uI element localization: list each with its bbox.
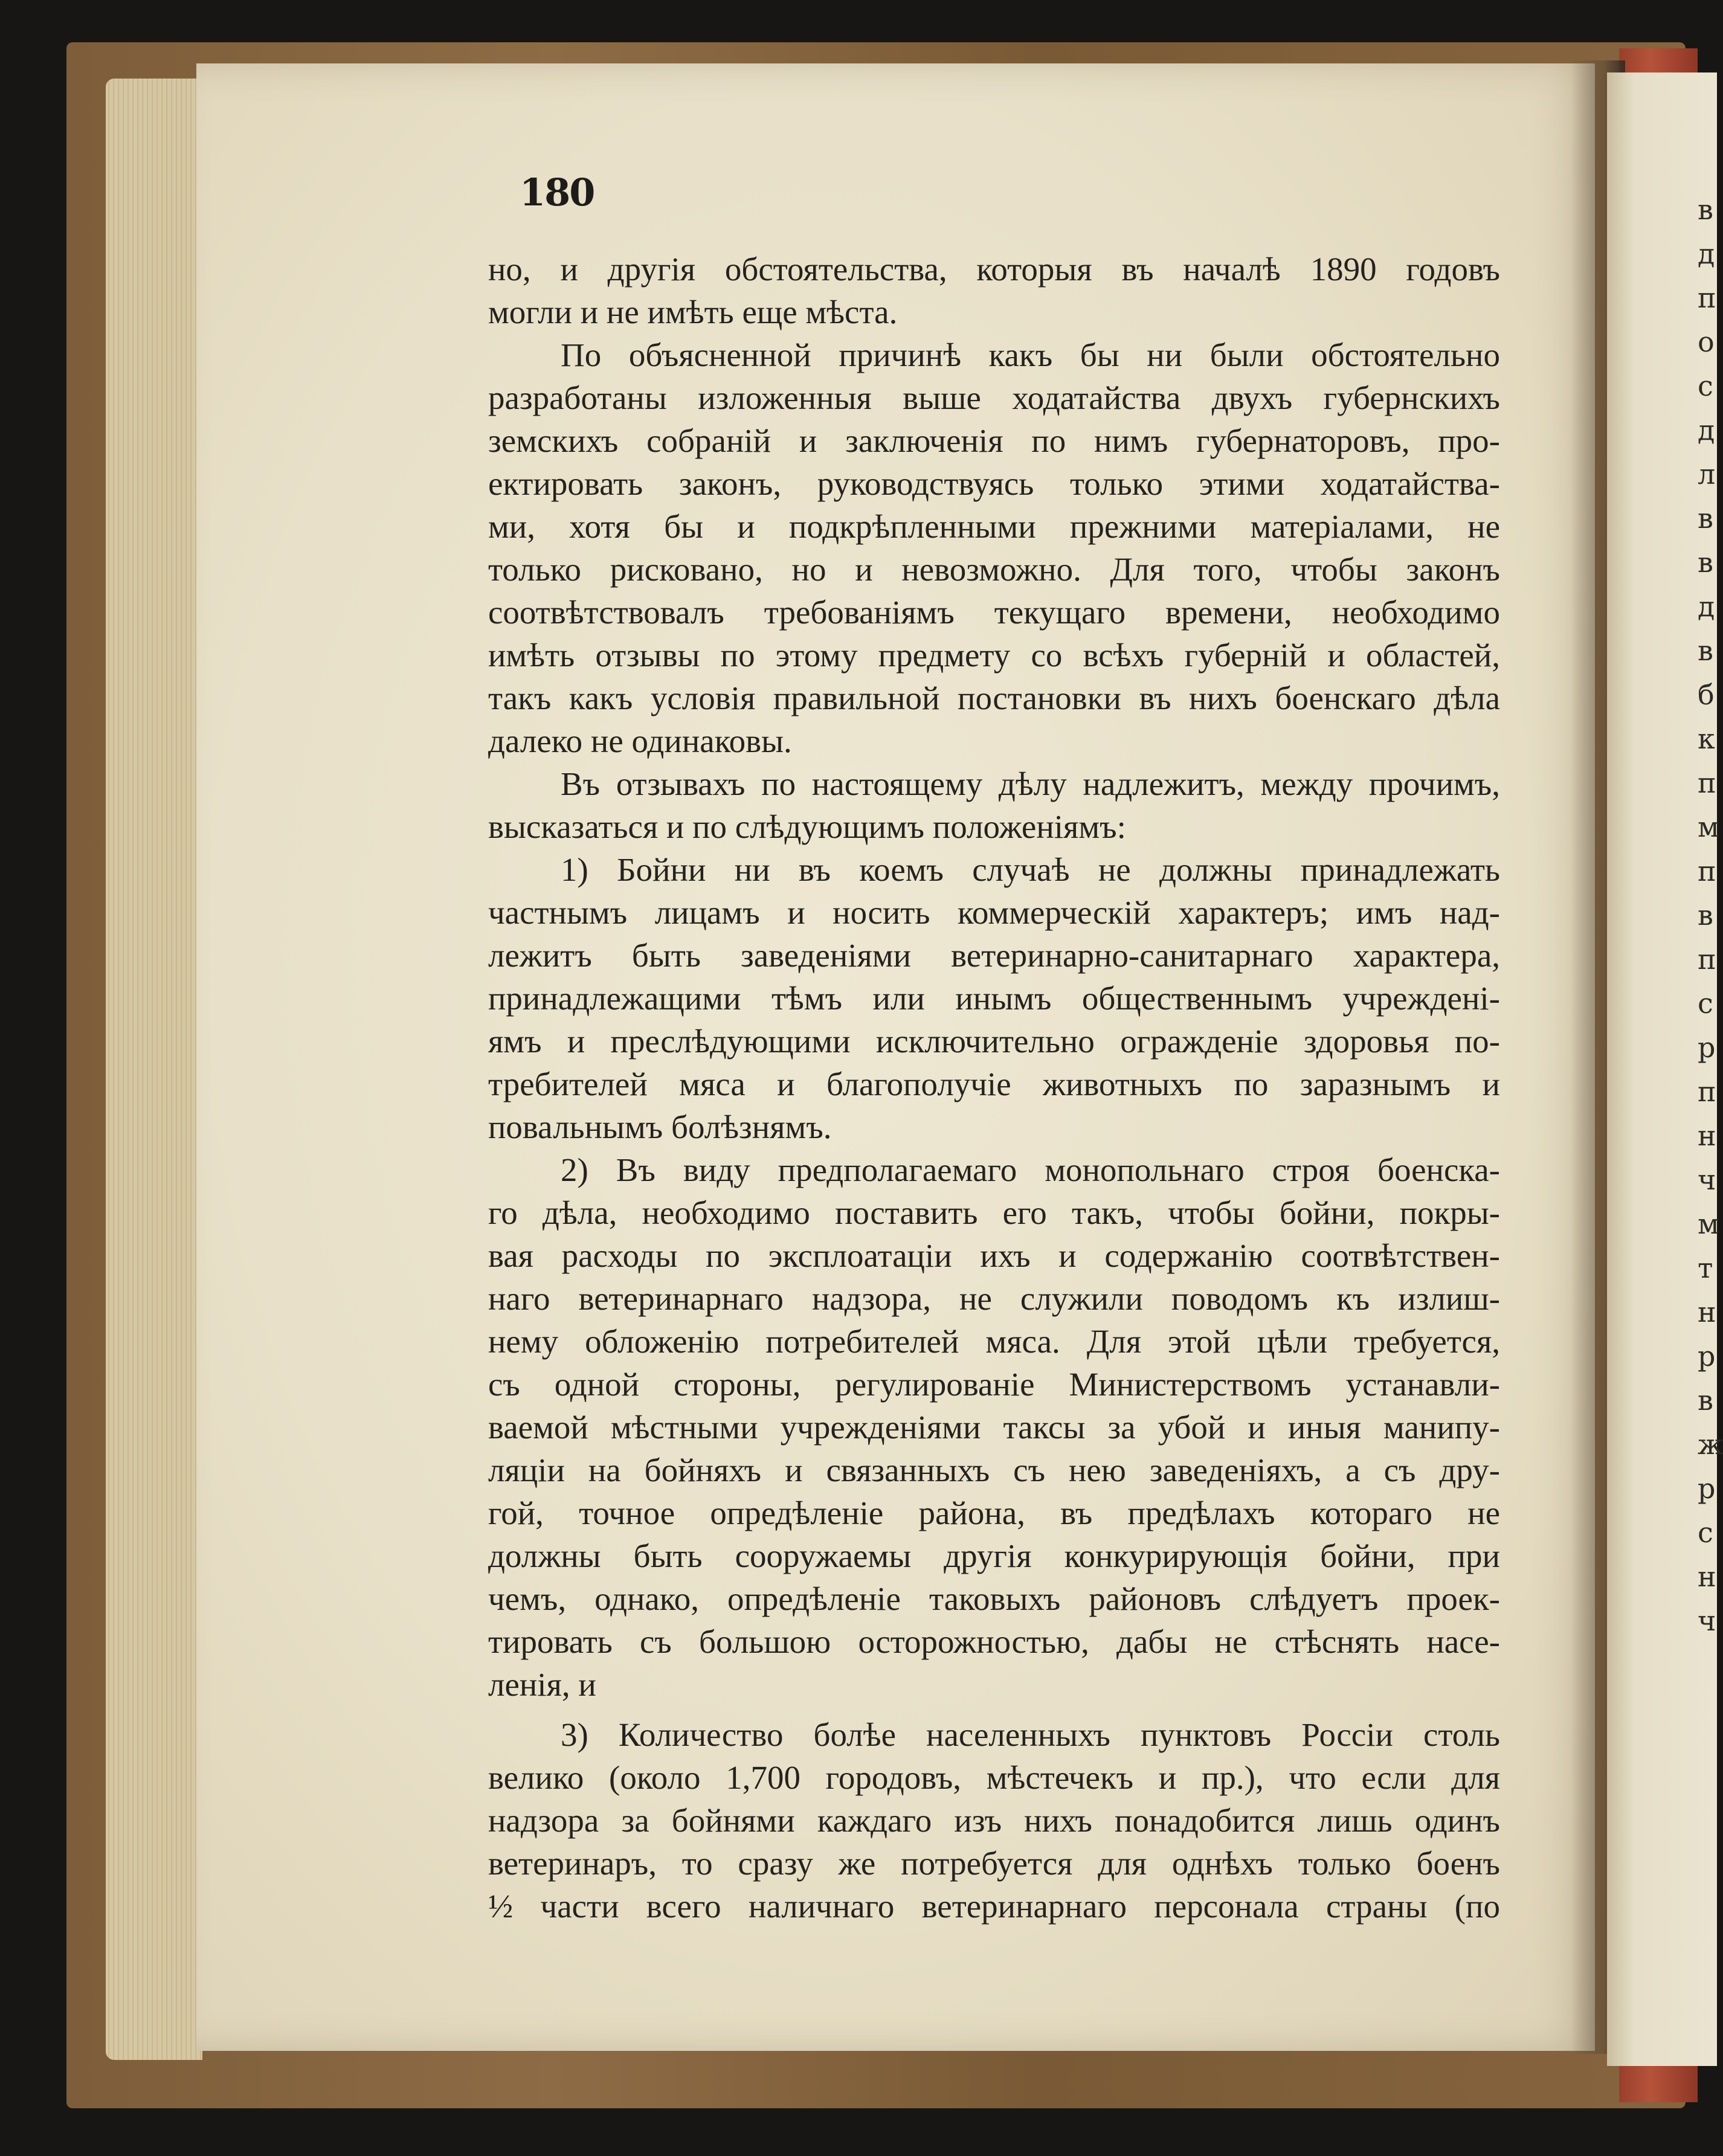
text-line: ленія, и bbox=[488, 1666, 596, 1703]
right-page-letter: н bbox=[1698, 1560, 1716, 1593]
text-line: По объясненной причинѣ какъ бы ни были обстоятельно bbox=[561, 336, 1500, 373]
text-line: 3) Количество болѣе населенныхъ пунктовъ Россіи столь bbox=[561, 1716, 1500, 1753]
text-line: нему обложенію потребителей мяса. Для этой цѣли требуется, bbox=[488, 1323, 1500, 1360]
body-text bbox=[488, 248, 1500, 1928]
right-page-letter: п bbox=[1698, 1075, 1716, 1108]
right-page-letter: м bbox=[1698, 1208, 1719, 1240]
text-line: ваемой мѣстными учрежденіями таксы за убой и иныя манипу- bbox=[488, 1409, 1500, 1446]
text-line: чемъ, однако, опредѣленіе таковыхъ районовъ слѣдуетъ проек- bbox=[488, 1580, 1500, 1617]
page-edges bbox=[106, 79, 202, 2060]
right-page-letter: в bbox=[1698, 502, 1713, 535]
right-page-letter: д bbox=[1698, 237, 1715, 270]
right-page-letter: п bbox=[1698, 282, 1716, 314]
right-page-letter: с bbox=[1698, 987, 1713, 1020]
right-page-letter: в bbox=[1698, 634, 1713, 667]
text-line: имѣть отзывы по этому предмету со всѣхъ губерній и областей, bbox=[488, 637, 1500, 674]
text-line: разработаны изложенныя выше ходатайства двухъ губернскихъ bbox=[488, 379, 1500, 416]
right-page-letter: б bbox=[1698, 678, 1715, 711]
text-line: повальнымъ болѣзнямъ. bbox=[488, 1109, 832, 1145]
text-line: требителей мяса и благополучіе животныхъ по заразнымъ и bbox=[488, 1066, 1500, 1102]
right-page-letter: п bbox=[1698, 943, 1716, 976]
right-page-letter: д bbox=[1698, 590, 1715, 623]
text-line: вая расходы по эксплоатаціи ихъ и содержанію соотвѣтствен- bbox=[488, 1237, 1500, 1274]
text-line: ектировать законъ, руководствуясь только этими ходатайства- bbox=[488, 465, 1500, 502]
text-line: должны быть сооружаемы другія конкурирующія бойни, при bbox=[488, 1537, 1500, 1574]
text-line: 2) Въ виду предполагаемаго монопольнаго строя боенска- bbox=[561, 1151, 1500, 1188]
text-line: соотвѣтствовалъ требованіямъ текущаго времени, необходимо bbox=[488, 594, 1500, 631]
text-line: такъ какъ условія правильной постановки въ нихъ боенскаго дѣла bbox=[488, 680, 1500, 716]
text-line: наго ветеринарнаго надзора, не служили поводомъ къ излиш- bbox=[488, 1280, 1500, 1317]
text-line: ми, хотя бы и подкрѣпленными прежними матеріалами, не bbox=[488, 508, 1500, 545]
text-line: велико (около 1,700 городовъ, мѣстечекъ и пр.), что если для bbox=[488, 1759, 1500, 1796]
right-page-letter: н bbox=[1698, 1119, 1716, 1152]
right-page-letter: л bbox=[1698, 458, 1716, 491]
text-line: частнымъ лицамъ и носить коммерческій характеръ; имъ над- bbox=[488, 894, 1500, 931]
text-line: ветеринаръ, то сразу же потребуется для однѣхъ только боенъ bbox=[488, 1845, 1500, 1882]
text-line: но, и другія обстоятельства, которыя въ началѣ 1890 годовъ bbox=[488, 251, 1500, 288]
right-page-letter: т bbox=[1698, 1252, 1713, 1284]
right-page-letter: р bbox=[1698, 1031, 1716, 1064]
right-page bbox=[1607, 72, 1723, 2066]
right-page-letter: с bbox=[1698, 1516, 1713, 1549]
right-page-letter: в bbox=[1698, 546, 1713, 579]
right-page-letter: р bbox=[1698, 1472, 1716, 1505]
right-page-letter: н bbox=[1698, 1296, 1716, 1328]
right-page-letter: ж bbox=[1698, 1428, 1723, 1461]
right-page-letter: ч bbox=[1698, 1604, 1716, 1637]
text-line: ляціи на бойняхъ и связанныхъ съ нею заведеніяхъ, а съ дру- bbox=[488, 1452, 1500, 1488]
text-line: высказаться и по слѣдующимъ положеніямъ: bbox=[488, 808, 1126, 845]
right-page-letter: ч bbox=[1698, 1163, 1716, 1196]
right-page-letter: м bbox=[1698, 811, 1719, 843]
right-page-letter: д bbox=[1698, 414, 1715, 446]
text-line: Въ отзывахъ по настоящему дѣлу надлежитъ, между прочимъ, bbox=[561, 765, 1500, 802]
text-line: ямъ и преслѣдующими исключительно огражденіе здоровья по- bbox=[488, 1023, 1500, 1060]
text-line: земскихъ собраній и заключенія по нимъ губернаторовъ, про- bbox=[488, 422, 1500, 459]
right-page-letter: п bbox=[1698, 767, 1716, 799]
text-line: го дѣла, необходимо поставить его такъ, чтобы бойни, покры- bbox=[488, 1194, 1500, 1231]
right-page-letter: с bbox=[1698, 370, 1713, 402]
text-line: 1) Бойни ни въ коемъ случаѣ не должны принадлежать bbox=[561, 851, 1500, 888]
right-page-letter: в bbox=[1698, 1384, 1713, 1417]
text-line: съ одной стороны, регулированіе Министерствомъ устанавли- bbox=[488, 1366, 1500, 1403]
text-line: только рисковано, но и невозможно. Для того, чтобы законъ bbox=[488, 551, 1500, 588]
text-line: надзора за бойнями каждаго изъ нихъ понадобится лишь одинъ bbox=[488, 1802, 1500, 1839]
text-line: ½ части всего наличнаго ветеринарнаго персонала страны (по bbox=[488, 1888, 1500, 1925]
text-line: тировать съ большою осторожностью, дабы не стѣснять насе- bbox=[488, 1623, 1500, 1660]
text-line: лежитъ быть заведеніями ветеринарно-санитарнаго характера, bbox=[488, 937, 1500, 974]
text-line: принадлежащими тѣмъ или инымъ общественнымъ учрежденi- bbox=[488, 980, 1500, 1017]
right-page-letter: к bbox=[1698, 722, 1715, 755]
page-number: 180 bbox=[520, 170, 594, 214]
right-page-letter: в bbox=[1698, 899, 1713, 932]
text-line: далеко не одинаковы. bbox=[488, 722, 792, 759]
right-page-letter: р bbox=[1698, 1340, 1716, 1372]
text-line: гой, точное опредѣленіе района, въ предѣлахъ котораго не bbox=[488, 1495, 1500, 1531]
right-page-letter: п bbox=[1698, 855, 1716, 887]
right-page-letter: в bbox=[1698, 193, 1713, 226]
right-page-letter: о bbox=[1698, 326, 1715, 358]
text-line: могли и не имѣть еще мѣста. bbox=[488, 294, 898, 330]
